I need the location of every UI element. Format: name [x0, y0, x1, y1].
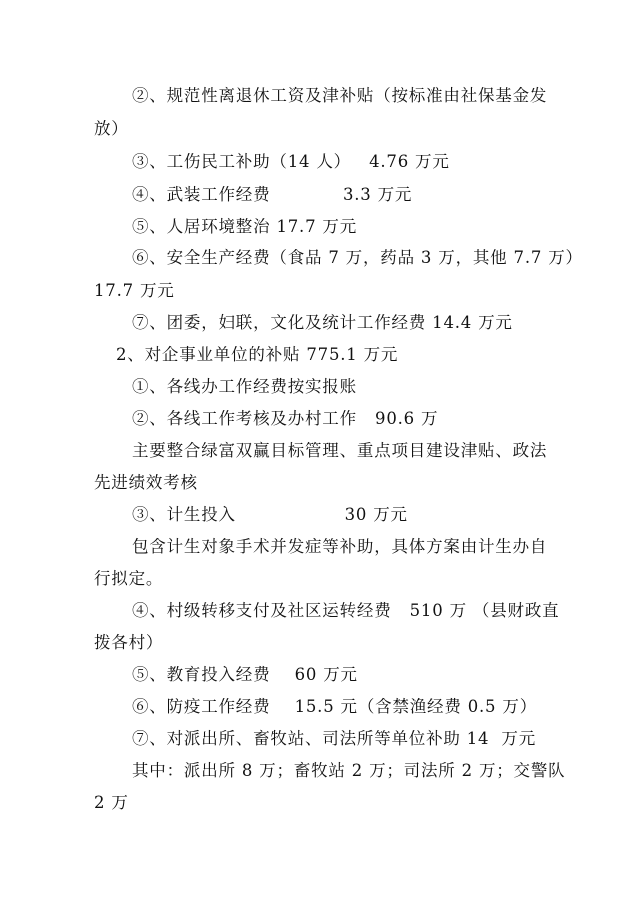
text-line: ⑤、人居环境整治 17.7 万元 — [132, 217, 358, 236]
text-line: 先进绩效考核 — [94, 473, 198, 492]
text-line: ②、规范性离退休工资及津补贴（按标准由社保基金发 — [132, 86, 548, 105]
text-line: 行拟定。 — [94, 569, 164, 588]
text-line: ④、武装工作经费 3.3 万元 — [132, 185, 413, 204]
text-line: ⑦、团委，妇联，文化及统计工作经费 14.4 万元 — [132, 313, 513, 332]
text-line: 17.7 万元 — [94, 281, 175, 300]
text-line: ⑦、对派出所、畜牧站、司法所等单位补助 14 万元 — [132, 729, 537, 748]
text-line: ④、村级转移支付及社区运转经费 510 万 （县财政直 — [132, 601, 560, 620]
text-line: ⑥、安全生产经费（食品 7 万，药品 3 万，其他 7.7 万） — [132, 248, 583, 267]
text-line: ⑥、防疫工作经费 15.5 元（含禁渔经费 0.5 万） — [132, 697, 537, 716]
text-line: 放） — [94, 119, 129, 138]
text-line: ③、工伤民工补助（14 人） 4.76 万元 — [132, 152, 450, 171]
text-line: 主要整合绿富双赢目标管理、重点项目建设津贴、政法 — [132, 441, 548, 460]
text-line: ②、各线工作考核及办村工作 90.6 万 — [132, 409, 439, 428]
text-line: 2 万 — [94, 793, 129, 812]
text-line: ①、各线办工作经费按实报账 — [132, 377, 357, 396]
text-line: 包含计生对象手术并发症等补助，具体方案由计生办自 — [132, 537, 548, 556]
section-heading: 2、对企事业单位的补贴 775.1 万元 — [116, 345, 399, 364]
text-line: ③、计生投入 30 万元 — [132, 505, 408, 524]
text-line: ⑤、教育投入经费 60 万元 — [132, 665, 358, 684]
text-line: 拨各村） — [94, 633, 164, 652]
text-line: 其中：派出所 8 万；畜牧站 2 万；司法所 2 万；交警队 — [132, 761, 566, 780]
